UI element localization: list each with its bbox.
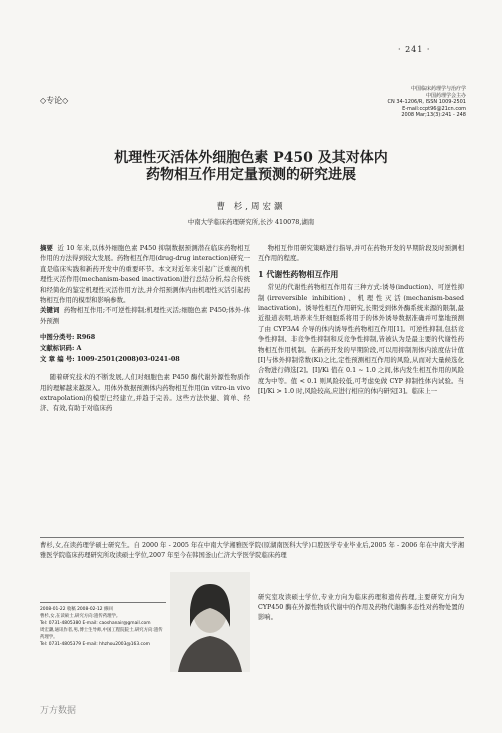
received-notes [40, 606, 166, 649]
article-title [0, 150, 502, 184]
footnote-divider [40, 537, 464, 538]
clc-number: 中图分类号: R968 [40, 333, 96, 342]
section-tag: ◇专论◇ [40, 96, 69, 105]
journal-line: 中国药理学会主办 [425, 92, 466, 99]
watermark: 万方数据 [40, 706, 77, 716]
notes-divider [40, 602, 166, 603]
author-photo [170, 572, 250, 672]
affiliation: 中南大学临床药理研究所,长沙 410078,湖南 [187, 218, 315, 226]
abstract [40, 243, 250, 326]
abstract-text: 近 10 年来,以体外细胞色素 P450 抑制数据预测潜在临床药物相互作用的方法得到较大发展。药物相互作用(drug-drug interaction)研究一直是临床实践和新药开发中的重要环节。本文对近年来引起广泛重视的机理性灭活作用(mechanism-based inactivation)进行总结分析,综合传统和经简化的鉴定机理性灭活作用方法,并介绍预测体内由机理性灭活引起药物相互作用的模型和影响参数。 [40, 244, 250, 305]
title-line-1: 机理性灭活体外细胞色素 P450 及其对体内 [114, 150, 388, 166]
journal-line: E-mail:ccpt96@21cn.com [402, 105, 466, 112]
left-column [40, 243, 250, 414]
note-line: Tel: 0731-4805380 E-mail: caoshanair@gmail.com [40, 621, 151, 627]
authors: 曹 杉,周宏灏 [216, 202, 286, 212]
portrait-image [170, 572, 250, 672]
section-body: 常见的代谢性药物相互作用有三种方式:诱导(induction)、可逆性抑制(irreversible inhibition)、机理性灭活(mechanism-based inactivation)。诱导性相互作用研究,长期受到体外酶系统来源的限制,最近报道表明,培养来生肝细胞系将用于的体外诱导数据准确并可靠地预测了由 CYP3A4 介导的体内诱导性药物相互作用[1]。可逆性抑制,包括竞争性抑制、非竞争性抑制和反竞争性抑制,皆被认为是最主要的代谢性药物相互作用机制。在新药开发的早期阶段,可以用抑制剂体内浓度估计值[I]与体外抑制常数(Ki)之比,定性预测相互作用的风险,从而对大量候选化合物进行筛选[2]。[I]/Ki 值在 0.1 ~ 1.0 之间,体内发生相互作用的风险度为中等。值 < 0.1 则风险较低,可考虑免做 CYP 抑制性体内试验。当[I]/Ki > 1.0 时,风险较高,应进行相应的体内研究[3]。临床上一 [258, 283, 464, 396]
right-column [258, 243, 464, 397]
note-line: 2008-01-22 收稿 2008-02-12 修回 [40, 607, 113, 612]
journal-line: CN 34-1206/R, ISSN 1009-2501 [387, 99, 466, 106]
page-number: · 241 · [398, 45, 431, 54]
article-number: 文 章 编 号: 1009-2501(2008)03-0241-08 [40, 355, 180, 364]
article-meta [40, 332, 250, 365]
note-line: 曹杉,女,在读硕士,研究方向:遗传药理学。 [40, 614, 121, 620]
author-bio: 曹杉,女,在读药理学硕士研究生。自 2000 年 - 2005 年在中南大学湘雅医学院(原湖南医科大学)口腔医学专业毕业后,2005 年 - 2006 年在中南大学湘雅医学院临床药理研究所攻读硕士学位,2007 年至今在韩国釜山仁济大学医学院临床药理 [40, 542, 464, 560]
keywords: 药物相互作用;不可逆性抑制;机理性灭活;细胞色素 P450;体外-体外预测 [40, 306, 250, 325]
journal-info [388, 86, 466, 119]
title-line-2: 药物相互作用定量预测的研究进展 [146, 167, 356, 183]
section-heading: 1 代谢性药物相互作用 [258, 268, 339, 279]
intro-paragraph: 随着研究技术的不断发展,人们对细胞色素 P450 酶代谢外源性物质作用的理解越来越深入。用体外数据预测体内药物相互作用(in vitro-in vivo extrapolation)的模型已经建立,并趋于完善。这些方法快捷、简单、经济、有效,有助于对临床药 [40, 373, 250, 413]
note-line: 周宏灏,通讯作者,男,博士生导师,中国工程院院士,研究方向:遗传药理学。 [40, 628, 163, 641]
journal-line: 2008 Mar;13(3):241 - 248 [401, 112, 466, 119]
keywords-label: 关键词 [40, 306, 60, 315]
intro-continued: 物相互作用研究策略进行指导,并可在药物开发的早期阶段及时预测相互作用的程度。 [258, 244, 464, 263]
journal-line: 中国临床药理学与治疗学 [410, 86, 466, 92]
note-line: Tel: 0731-4805379 E-mail: hhzhou2003@163.com [40, 642, 150, 648]
document-code: 文献标识码: A [40, 344, 82, 353]
abstract-label: 摘要 [40, 244, 54, 252]
author-bio-continued: 研究室攻读硕士学位,专业方向为临床药理和遗传药理,主要研究方向为 CYP450 酶在外源性物质代谢中的作用及药物代谢酶多态性对药物处置的影响。 [258, 594, 464, 622]
